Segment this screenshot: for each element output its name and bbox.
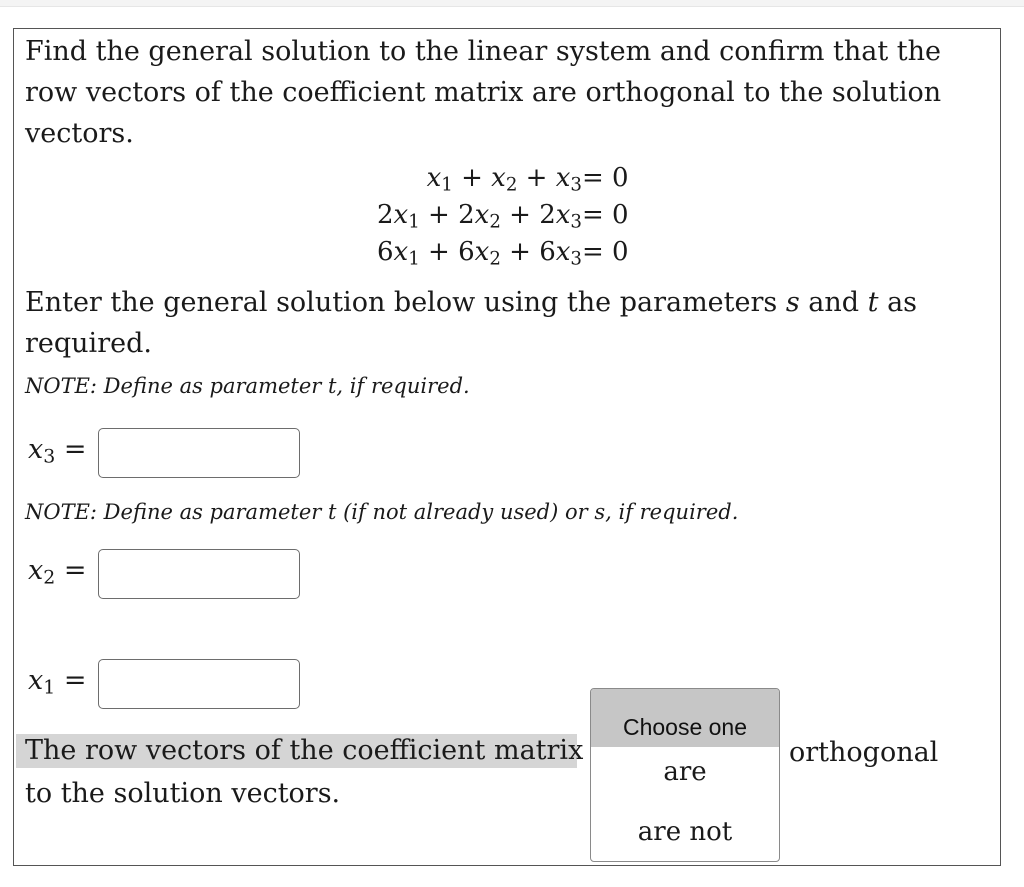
parameter-t: t [867,287,879,318]
top-strip [0,0,1024,7]
equation-lhs: $2x_1 + 2x_2 + 2x_3$ [376,200,582,233]
x3-label: $x_3$ = [28,434,87,468]
dropdown-placeholder[interactable]: Choose one [591,689,779,747]
equation-row-1 [300,163,640,200]
question-intro: Find the general solution to the linear system and confirm that the row vectors of the coefficient matrix are orthogonal to the solution vectors. [25,36,942,149]
dropdown-option-are-not[interactable]: are not [637,817,733,847]
x3-input[interactable] [98,428,300,478]
equation-rhs: = 0 [582,163,629,193]
x1-input[interactable] [98,659,300,709]
equation-row-3 [300,237,640,274]
x2-label: $x_2$ = [28,555,87,589]
equation-row-2 [300,200,640,237]
x1-label: $x_1$ = [28,665,87,699]
x2-input[interactable] [98,549,300,599]
orthogonal-word: orthogonal [789,737,939,768]
orthogonality-statement-end: to the solution vectors. [25,778,341,809]
orthogonality-statement-highlight: The row vectors of the coefficient matrix [16,734,577,768]
equation-rhs: = 0 [582,237,629,267]
equation-rhs: = 0 [582,200,629,230]
note-parameter-t-or-s: NOTE: Define as parameter t (if not already used) or s, if required. [25,500,739,524]
equation-lhs: $x_1 + x_2 + x_3$ [426,163,582,196]
parameter-s: s [785,287,800,318]
equation-system [300,163,640,274]
instructions: Enter the general solution below using the parameters s and t as required. [25,287,918,359]
equation-lhs: $6x_1 + 6x_2 + 6x_3$ [376,237,582,270]
orthogonality-dropdown[interactable] [590,688,780,862]
note-parameter-t: NOTE: Define as parameter t, if required. [25,374,470,398]
dropdown-option-are[interactable]: are [663,757,707,787]
